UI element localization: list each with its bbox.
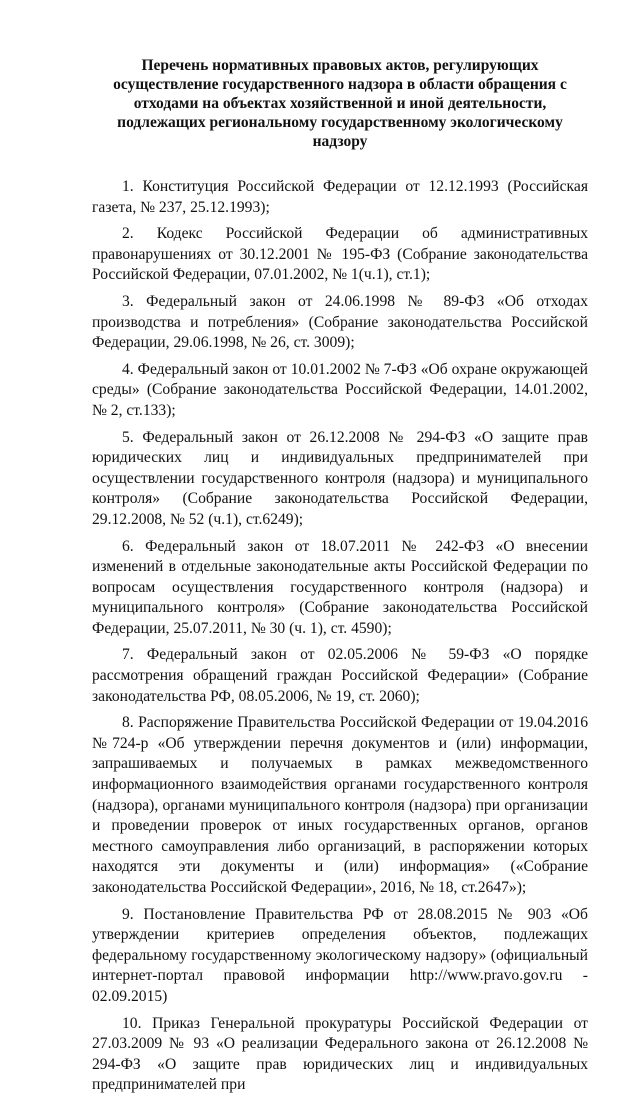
- list-item: 5. Федеральный закон от 26.12.2008 № 294-ФЗ «О защите прав юридических лиц и индивидуальных предпринимателей при осуществлении государственного контроля (надзора) и муниципального контроля» (Собрание законодательства Российской Федерации, 29.12.2008, № 52 (ч.1), ст.6249);: [92, 428, 588, 528]
- acts-list: [92, 177, 588, 1096]
- list-item: 6. Федеральный закон от 18.07.2011 № 242-ФЗ «О внесении изменений в отдельные законодательные акты Российской Федерации по вопросам осуществления государственного контроля (надзора) и муниципального контроля» (Собрание законодательства Российской Федерации, 25.07.2011, № 30 (ч. 1), ст. 4590);: [92, 537, 588, 637]
- list-item: 4. Федеральный закон от 10.01.2002 № 7-ФЗ «Об охране окружающей среды» (Собрание законодательства Российской Федерации, 14.01.2002, № 2, ст.133);: [92, 360, 588, 419]
- list-item: 1. Конституция Российской Федерации от 12.12.1993 (Российская газета, № 237, 25.12.1993);: [92, 178, 588, 216]
- list-item: 3. Федеральный закон от 24.06.1998 № 89-ФЗ «Об отходах производства и потребления» (Собрание законодательства Российской Федерации, 29.06.1998, № 26, ст. 3009);: [92, 292, 588, 352]
- list-item: 2. Кодекс Российской Федерации об административных правонарушениях от 30.12.2001 № 195-ФЗ (Собрание законодательства Российской Федерации, 07.01.2002, № 1(ч.1), ст.1);: [92, 225, 588, 284]
- list-item: 8. Распоряжение Правительства Российской Федерации от 19.04.2016 №724-р «Об утверждении перечня документов и (или) информации, запрашиваемых и получаемых в рамках межведомственного информационного взаимодействия органами государственного контроля (надзора), органами муниципального контроля (надзора) при организации и проведении проверок от иных государственных органов, органов местного самоуправления либо организаций, в распоряжении которых находятся эти документы и (или) информация» («Собрание законодательства Российской Федерации», 2016, № 18, ст.2647»);: [92, 714, 588, 896]
- list-item: 9. Постановление Правительства РФ от 28.08.2015 № 903 «Об утверждении критериев определения объектов, подлежащих федеральному государственному экологическому надзору» (официальный интернет-портал правовой информации http://www.pravo.gov.ru - 02.09.2015): [92, 905, 588, 1005]
- list-item: 10. Приказ Генеральной прокуратуры Российской Федерации от 27.03.2009 № 93 «О реализации Федерального закона от 26.12.2008 № 294-ФЗ «О защите прав юридических лиц и индивидуальных предпринимателей при: [92, 1014, 588, 1094]
- document-title: Перечень нормативных правовых актов, регулирующих осуществление государственного надзора в области обращения с отходами на объектах хозяйственной и иной деятельности, подлежащих региональному государственному экологическому надзору: [113, 57, 567, 150]
- list-item: 7. Федеральный закон от 02.05.2006 № 59-ФЗ «О порядке рассмотрения обращений граждан Российской Федерации» (Собрание законодательства РФ, 08.05.2006, № 19, ст. 2060);: [92, 646, 588, 705]
